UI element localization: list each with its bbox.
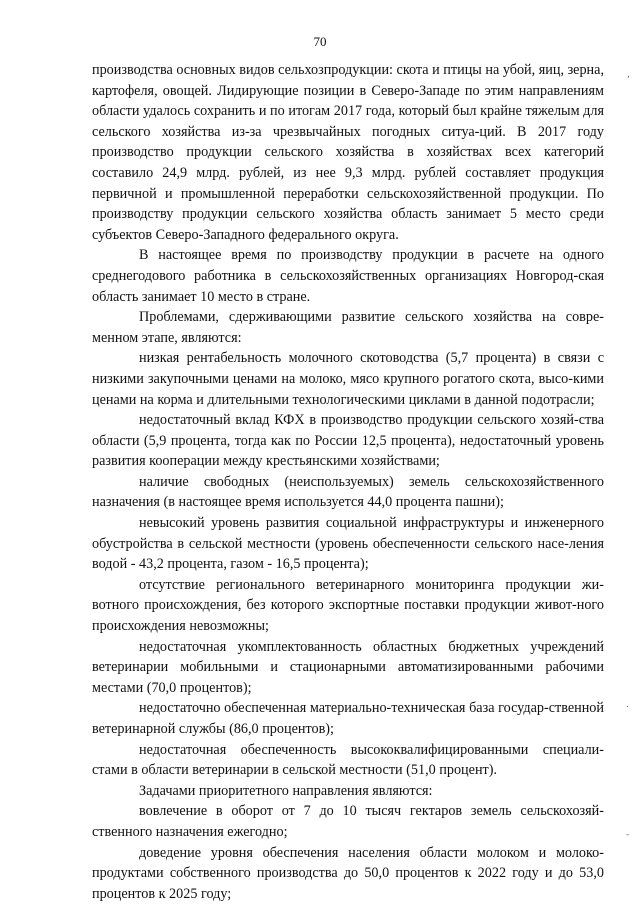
- scan-edge-mark: .: [626, 700, 629, 710]
- list-item-problem: наличие свободных (неиспользуемых) земель сельскохозяйственного назначения (в настоящее время используется 44,0 процента пашни);: [92, 473, 604, 511]
- list-item-problem: недостаточный вклад КФХ в производство продукции сельского хозяй-ства области (5,9 процента, тогда как по России 12,5 процента), недостаточный уровень развития кооперации между крестьянскими хозяйствами;: [92, 412, 604, 470]
- scan-edge-mark: ,: [627, 70, 630, 80]
- list-item-task: вовлечение в оборот от 7 до 10 тысяч гектаров земель сельскохозяй-ственного назначения ежегодно;: [92, 803, 604, 840]
- paragraph-problems-intro: Проблемами, сдерживающими развитие сельского хозяйства на совре-менном этапе, являются:: [92, 309, 604, 346]
- list-item-task: доведение уровня обеспечения населения области молоком и молоко-продуктами собственного производства до 50,0 процентов к 2022 году и до 53,0 процентов к 2025 году;: [92, 844, 604, 902]
- scan-edge-mark: -: [626, 830, 630, 840]
- list-item-problem: невысокий уровень развития социальной инфраструктуры и инженерного обустройства в сельской местности (уровень обеспеченности сельского насе-ления водой - 43,2 процента, газом - 16,5 процента);: [92, 515, 604, 573]
- list-item-problem: недостаточно обеспеченная материально-техническая база государ-ственной ветеринарной службы (86,0 процентов);: [92, 700, 604, 737]
- list-item-problem: недостаточная обеспеченность высококвалифицированными специали-стами в области ветеринарии в сельской местности (51,0 процент).: [92, 741, 604, 779]
- list-item-problem: недостаточная укомплектованность областных бюджетных учреждений ветеринарии мобильными и стационарными автоматизированными рабочими местами (70,0 процентов);: [92, 638, 604, 696]
- paragraph-productivity-rank: В настоящее время по производству продукции в расчете на одного среднегодового работника в сельскохозяйственных организациях Новгород-ская область занимает 10 место в стране.: [92, 247, 604, 305]
- paragraph-tasks-intro: Задачами приоритетного направления являются:: [139, 782, 433, 799]
- page-number: 70: [313, 34, 327, 49]
- paragraph-continuation: производства основных видов сельхозпродукции: скота и птицы на убой, яиц, зерна, картофеля, овощей. Лидирующие позиции в Северо-Западе по этим направлениям области удалось сохранить и по итогам 2017 года, который был крайне тяжелым для сельского хозяйства из-за чрезвычайных погодных ситуа-ций. В 2017 году производство продукции сельского хозяйства в хозяйствах всех категорий составило 24,9 млрд. рублей, из нее 9,3 млрд. рублей составляет продукция первичной и промышленной переработки сельскохозяйственной продукции. По производству продукции сельского хозяйства область занимает 5 место среди субъектов Северо-Западного федерального округа.: [92, 62, 604, 243]
- list-item-problem: низкая рентабельность молочного скотоводства (5,7 процента) в связи с низкими закупочными ценами на молоко, мясо крупного рогатого скота, высо-кими ценами на корма и длительными технологическими циклами в данной подотрасли;: [92, 350, 604, 408]
- document-body: [92, 60, 604, 904]
- list-item-problem: отсутствие регионального ветеринарного мониторинга продукции жи-вотного происхождения, без которого экспортные поставки продукции живот-ного происхождения невозможны;: [92, 576, 604, 635]
